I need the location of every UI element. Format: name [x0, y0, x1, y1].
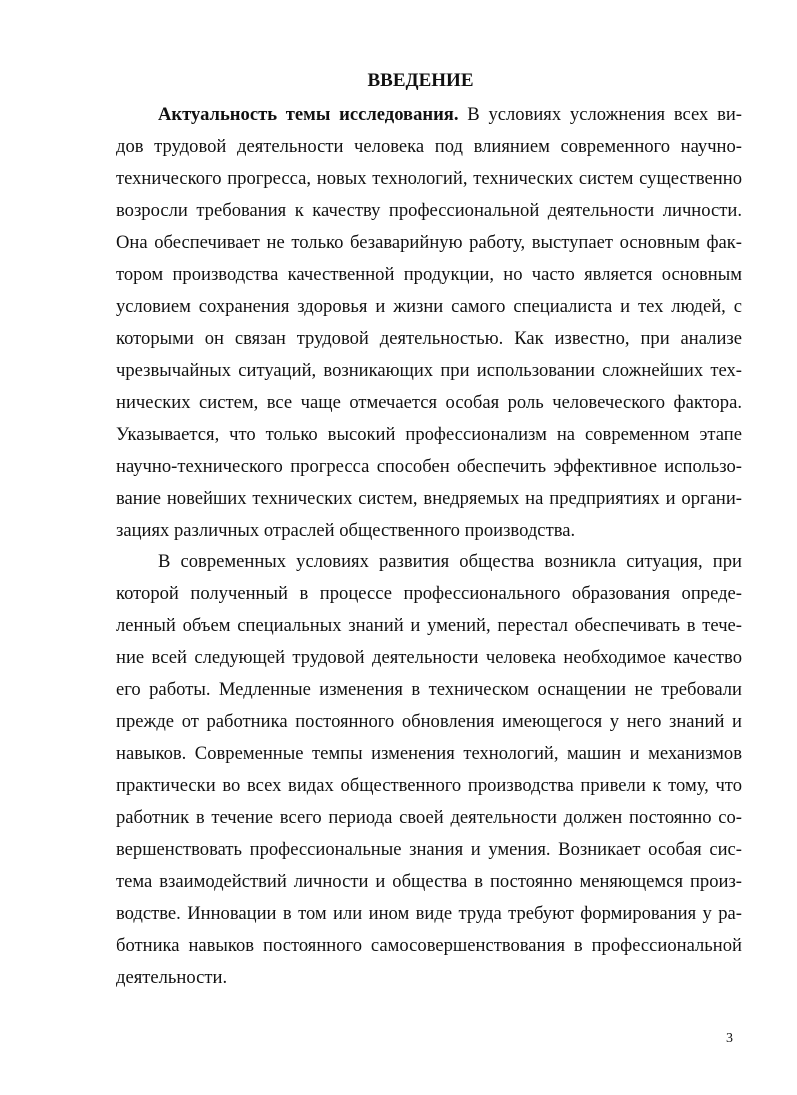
paragraph-2-line: деятельности.	[116, 967, 228, 988]
paragraph-2-line: его работы. Медленные изменения в техническом оснащении не требовали	[116, 679, 742, 700]
paragraph-1-line: Указывается, что только высокий профессионализм на современном этапе	[116, 424, 742, 445]
paragraph-2-line: ние всей следующей трудовой деятельности человека необходимое качество	[116, 647, 742, 668]
paragraph-2-line: ленный объем специальных знаний и умений, перестал обеспечивать в тече-	[116, 615, 742, 636]
paragraph-1-line: вание новейших технических систем, внедряемых на предприятиях и органи-	[116, 488, 742, 509]
paragraph-2-line: практически во всех видах общественного производства привели к тому, что	[116, 775, 742, 796]
paragraph-1-line: чрезвычайных ситуаций, возникающих при использовании сложнейших тех-	[116, 360, 742, 381]
section-heading: ВВЕДЕНИЕ	[367, 70, 474, 91]
paragraph-1-line: Она обеспечивает не только безаварийную работу, выступает основным фак-	[116, 232, 742, 253]
paragraph-1-line: тором производства качественной продукции, но часто является основным	[116, 264, 742, 285]
paragraph-2-line: которой полученный в процессе профессионального образования опреде-	[116, 583, 742, 604]
paragraph-2-line: В современных условиях развития общества возникла ситуация, при	[158, 551, 742, 572]
paragraph-2-line: водстве. Инновации в том или ином виде труда требуют формирования у ра-	[116, 903, 742, 924]
paragraph-2-line: работник в течение всего периода своей деятельности должен постоянно со-	[116, 807, 742, 828]
paragraph-2-line: вершенствовать профессиональные знания и умения. Возникает особая сис-	[116, 839, 742, 860]
paragraph-1-line: которыми он связан трудовой деятельностью. Как известно, при анализе	[116, 328, 742, 349]
topic-relevance-lead: Актуальность темы исследования.	[158, 104, 459, 125]
paragraph-1-line: возросли требования к качеству профессиональной деятельности личности.	[116, 200, 742, 221]
paragraph-1-line: зациях различных отраслей общественного производства.	[116, 520, 576, 541]
paragraph-1-line-1	[158, 99, 742, 131]
paragraph-2-line: тема взаимодействий личности и общества в постоянно меняющемся произ-	[116, 871, 742, 892]
paragraph-1-line-1-text: В условиях усложнения всех ви-	[458, 104, 742, 125]
page-number: 3	[726, 1031, 733, 1046]
paragraph-1-line: дов трудовой деятельности человека под влиянием современного научно-	[116, 136, 742, 157]
paragraph-2-line: навыков. Современные темпы изменения технологий, машин и механизмов	[116, 743, 742, 764]
paragraph-2-line: прежде от работника постоянного обновления имеющегося у него знаний и	[116, 711, 742, 732]
paragraph-1-line: технического прогресса, новых технологий, технических систем существенно	[116, 168, 742, 189]
paragraph-2-line: ботника навыков постоянного самосовершенствования в профессиональной	[116, 935, 742, 956]
paragraph-1-line: нических систем, все чаще отмечается особая роль человеческого фактора.	[116, 392, 742, 413]
paragraph-1-line: условием сохранения здоровья и жизни самого специалиста и тех людей, с	[116, 296, 742, 317]
paragraph-1-line: научно-технического прогресса способен обеспечить эффективное использо-	[116, 456, 742, 477]
